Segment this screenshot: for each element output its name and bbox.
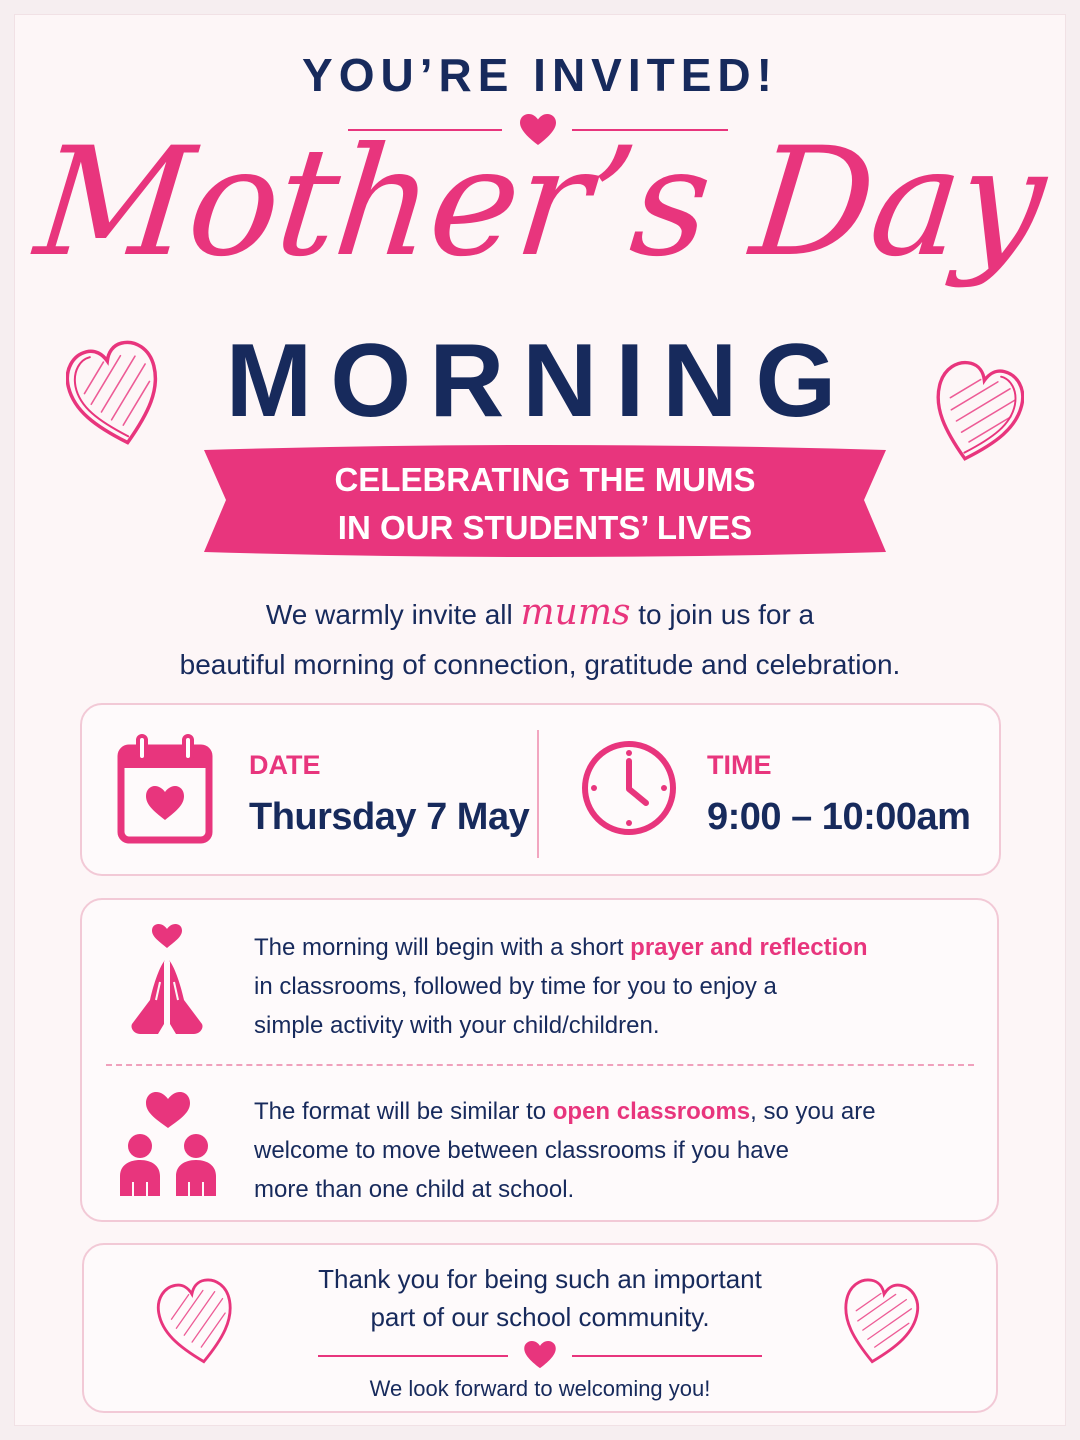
banner-text [200,456,890,552]
date-value: Thursday 7 May [249,796,530,838]
heart-icon [524,1341,556,1369]
intro-before: We warmly invite all [265,599,521,630]
date-time-card [80,703,1001,876]
closing-divider-left [318,1355,508,1357]
thanks-text [260,1260,820,1336]
praying-hands-icon [126,922,208,1044]
thanks-line-1: Thank you for being such an important [318,1264,762,1294]
info-item-open-before: The format will be similar to [254,1098,553,1125]
info-item-open-line-2: welcome to move between classrooms if you have [254,1137,789,1164]
info-item-prayer-line-3: simple activity with your child/children. [254,1012,660,1039]
banner-line-1: CELEBRATING THE MUMS [334,461,756,498]
detail-divider [537,730,539,858]
info-item-open-highlight: open classrooms [552,1098,751,1125]
morning-heading: MORNING [225,323,855,439]
info-item-prayer-line-1 [254,928,954,967]
look-forward-text: We look forward to welcoming you! [369,1376,711,1401]
people-heart-icon [116,1086,220,1198]
info-item-open-classrooms [254,1092,954,1209]
date-label: DATE [249,750,321,780]
info-item-prayer [254,928,954,1045]
intro-mums-emphasis: mums [520,592,631,633]
info-item-open-line-1 [254,1092,954,1131]
mothers-day-title: Mother’s Day [28,116,1052,290]
info-item-open-line-3: more than one child at school. [254,1176,575,1203]
intro-line-2: beautiful morning of connection, gratitude and celebration. [179,649,901,680]
intro-line-1 [0,588,1080,640]
time-label: TIME [707,750,772,780]
info-item-open-after: , so you are [750,1098,876,1125]
thanks-line-2: part of our school community. [370,1302,710,1332]
banner-line-2: IN OUR STUDENTS’ LIVES [337,509,753,546]
calendar-heart-icon [116,734,214,846]
info-item-prayer-highlight: prayer and reflection [630,934,868,961]
sketch-heart-icon [838,1274,920,1372]
info-item-prayer-line-2: in classrooms, followed by time for you to enjoy a [254,973,777,1000]
invited-heading: YOU’RE INVITED! [302,49,778,101]
time-value: 9:00 – 10:00am [707,796,971,838]
clock-icon [580,739,678,837]
info-dashed-divider [106,1064,974,1066]
closing-divider-right [572,1355,762,1357]
info-item-prayer-before: The morning will begin with a short [254,934,631,961]
intro-text [0,588,1080,690]
intro-after: to join us for a [630,599,815,630]
sketch-heart-icon [156,1274,238,1372]
